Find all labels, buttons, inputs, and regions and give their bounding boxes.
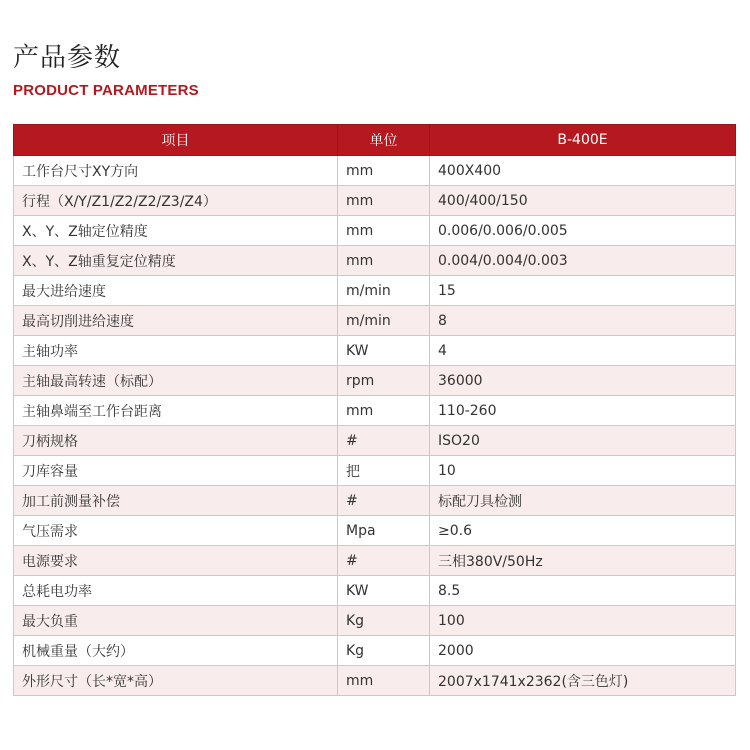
table-row — [14, 516, 736, 546]
param-unit: KW — [338, 576, 430, 606]
param-unit: mm — [338, 156, 430, 186]
param-unit: mm — [338, 216, 430, 246]
param-unit: # — [338, 546, 430, 576]
param-name: 最高切削进给速度 — [14, 306, 338, 336]
param-unit: mm — [338, 396, 430, 426]
section-title: 产品参数 — [13, 43, 122, 73]
param-value: 100 — [430, 606, 736, 636]
param-value: 标配刀具检测 — [430, 486, 736, 516]
param-unit: # — [338, 426, 430, 456]
param-name: 外形尺寸（长*宽*高） — [14, 666, 338, 696]
table-row — [14, 606, 736, 636]
param-name: 机械重量（大约） — [14, 636, 338, 666]
param-value: ISO20 — [430, 426, 736, 456]
table-row — [14, 216, 736, 246]
header-item: 项目 — [14, 125, 338, 156]
param-name: 最大进给速度 — [14, 276, 338, 306]
param-name: 主轴最高转速（标配） — [14, 366, 338, 396]
param-unit: mm — [338, 246, 430, 276]
table-row — [14, 396, 736, 426]
param-name: 主轴功率 — [14, 336, 338, 366]
param-unit: 把 — [338, 456, 430, 486]
table-row — [14, 666, 736, 696]
table-row — [14, 336, 736, 366]
table-row — [14, 186, 736, 216]
param-name: 工作台尺寸XY方向 — [14, 156, 338, 186]
section-subtitle: PRODUCT PARAMETERS — [13, 82, 199, 99]
param-value: 10 — [430, 456, 736, 486]
param-unit: rpm — [338, 366, 430, 396]
table-row — [14, 546, 736, 576]
param-value: 400X400 — [430, 156, 736, 186]
param-unit: KW — [338, 336, 430, 366]
table-row — [14, 636, 736, 666]
param-name: 加工前测量补偿 — [14, 486, 338, 516]
param-unit: m/min — [338, 276, 430, 306]
param-value: 36000 — [430, 366, 736, 396]
param-name: X、Y、Z轴重复定位精度 — [14, 246, 338, 276]
param-value: 2007x1741x2362(含三色灯) — [430, 666, 736, 696]
header-unit: 单位 — [338, 125, 430, 156]
param-unit: mm — [338, 186, 430, 216]
param-name: 刀柄规格 — [14, 426, 338, 456]
table-row — [14, 576, 736, 606]
param-unit: Mpa — [338, 516, 430, 546]
param-name: 主轴鼻端至工作台距离 — [14, 396, 338, 426]
param-value: 0.004/0.004/0.003 — [430, 246, 736, 276]
param-unit: mm — [338, 666, 430, 696]
param-value: 110-260 — [430, 396, 736, 426]
param-name: 电源要求 — [14, 546, 338, 576]
table-row — [14, 156, 736, 186]
table-row — [14, 276, 736, 306]
param-name: 行程（X/Y/Z1/Z2/Z2/Z3/Z4） — [14, 186, 338, 216]
table-row — [14, 366, 736, 396]
param-value: 8 — [430, 306, 736, 336]
param-unit: m/min — [338, 306, 430, 336]
param-value: 2000 — [430, 636, 736, 666]
param-value: 三相380V/50Hz — [430, 546, 736, 576]
param-value: 400/400/150 — [430, 186, 736, 216]
parameters-table — [13, 124, 736, 696]
param-name: 最大负重 — [14, 606, 338, 636]
param-unit: # — [338, 486, 430, 516]
param-name: 总耗电功率 — [14, 576, 338, 606]
param-name: 气压需求 — [14, 516, 338, 546]
table-row — [14, 246, 736, 276]
param-name: 刀库容量 — [14, 456, 338, 486]
table-header-row — [14, 125, 736, 156]
param-value: ≥0.6 — [430, 516, 736, 546]
param-name: X、Y、Z轴定位精度 — [14, 216, 338, 246]
table-row — [14, 426, 736, 456]
param-value: 4 — [430, 336, 736, 366]
param-value: 8.5 — [430, 576, 736, 606]
param-value: 0.006/0.006/0.005 — [430, 216, 736, 246]
table-row — [14, 486, 736, 516]
param-unit: Kg — [338, 636, 430, 666]
header-model: B-400E — [430, 125, 736, 156]
table-row — [14, 306, 736, 336]
table-row — [14, 456, 736, 486]
param-value: 15 — [430, 276, 736, 306]
param-unit: Kg — [338, 606, 430, 636]
